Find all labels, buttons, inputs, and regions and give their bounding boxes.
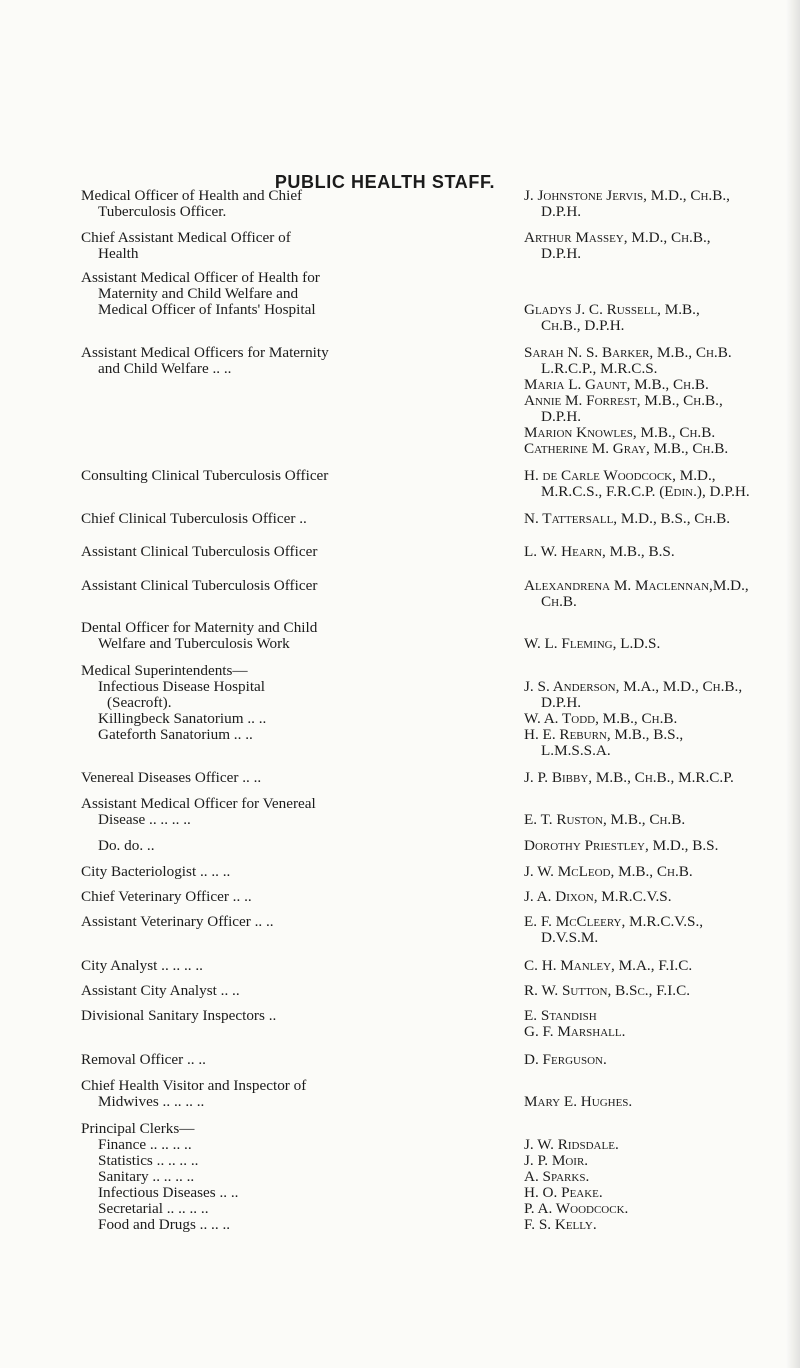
role-line: Infectious Disease Hospital	[98, 678, 266, 695]
person-line: D.P.H.	[541, 245, 582, 262]
person-line: R. W. Sutton, B.Sc., F.I.C.	[524, 982, 691, 999]
person-line: Maria L. Gaunt, M.B., Ch.B.	[524, 376, 709, 393]
role-line: Chief Veterinary Officer .. ..	[81, 888, 252, 905]
person-line: D.P.H.	[541, 408, 582, 425]
person-line: D. Ferguson.	[524, 1051, 607, 1068]
role-line: Divisional Sanitary Inspectors ..	[81, 1007, 277, 1024]
person-line: H. O. Peake.	[524, 1184, 603, 1201]
role-line: Secretarial .. .. .. ..	[98, 1200, 209, 1217]
person-line: G. F. Marshall.	[524, 1023, 626, 1040]
person-line: A. Sparks.	[524, 1168, 590, 1185]
person-line: Catherine M. Gray, M.B., Ch.B.	[524, 440, 729, 457]
person-line: H. E. Reburn, M.B., B.S.,	[524, 726, 684, 743]
page-title: PUBLIC HEALTH STAFF.	[274, 172, 496, 192]
role-line: Venereal Diseases Officer .. ..	[81, 769, 262, 786]
person-line: Marion Knowles, M.B., Ch.B.	[524, 424, 716, 441]
person-line: J. A. Dixon, M.R.C.V.S.	[524, 888, 672, 905]
person-line: H. de Carle Woodcock, M.D.,	[524, 467, 716, 484]
role-line: Chief Assistant Medical Officer of	[81, 229, 291, 246]
person-line: Alexandrena M. Maclennan,M.D.,	[524, 577, 749, 594]
role-line: Tuberculosis Officer.	[98, 203, 227, 220]
role-line: Assistant Clinical Tuberculosis Officer	[81, 577, 318, 594]
role-line: Infectious Diseases .. ..	[98, 1184, 239, 1201]
person-line: E. T. Ruston, M.B., Ch.B.	[524, 811, 686, 828]
person-line: Ch.B., D.P.H.	[541, 317, 625, 334]
person-line: L. W. Hearn, M.B., B.S.	[524, 543, 675, 560]
person-line: N. Tattersall, M.D., B.S., Ch.B.	[524, 510, 731, 527]
person-line: D.V.S.M.	[541, 929, 599, 946]
role-line: City Bacteriologist .. .. ..	[81, 863, 231, 880]
person-line: E. Standish	[524, 1007, 597, 1024]
role-line: Principal Clerks—	[81, 1120, 195, 1137]
role-line: Assistant Veterinary Officer .. ..	[81, 913, 274, 930]
role-line: Medical Officer of Infants' Hospital	[98, 301, 316, 318]
person-line: L.M.S.S.A.	[541, 742, 611, 759]
person-line: J. W. McLeod, M.B., Ch.B.	[524, 863, 693, 880]
role-line: Assistant Medical Officer of Health for	[81, 269, 320, 286]
person-line: J. W. Ridsdale.	[524, 1136, 619, 1153]
person-line: W. L. Fleming, L.D.S.	[524, 635, 661, 652]
person-line: Arthur Massey, M.D., Ch.B.,	[524, 229, 711, 246]
role-line: Dental Officer for Maternity and Child	[81, 619, 318, 636]
person-line: J. P. Bibby, M.B., Ch.B., M.R.C.P.	[524, 769, 734, 786]
role-line: Assistant Medical Officer for Venereal	[81, 795, 316, 812]
role-line: Assistant Medical Officers for Maternity	[81, 344, 329, 361]
person-line: J. P. Moir.	[524, 1152, 589, 1169]
role-line: Medical Officer of Health and Chief	[81, 187, 303, 204]
role-line: Do. do. ..	[98, 837, 155, 854]
person-line: J. Johnstone Jervis, M.D., Ch.B.,	[524, 187, 730, 204]
role-line: Medical Superintendents—	[81, 662, 248, 679]
person-line: Gladys J. C. Russell, M.B.,	[524, 301, 700, 318]
person-line: D.P.H.	[541, 203, 582, 220]
role-line: and Child Welfare .. ..	[98, 360, 232, 377]
role-line: Assistant Clinical Tuberculosis Officer	[81, 543, 318, 560]
role-line: Sanitary .. .. .. ..	[98, 1168, 195, 1185]
role-line: Chief Clinical Tuberculosis Officer ..	[81, 510, 307, 527]
role-line: (Seacroft).	[107, 694, 172, 711]
person-line: Sarah N. S. Barker, M.B., Ch.B.	[524, 344, 732, 361]
person-line: P. A. Woodcock.	[524, 1200, 629, 1217]
person-line: Annie M. Forrest, M.B., Ch.B.,	[524, 392, 723, 409]
role-line: Midwives .. .. .. ..	[98, 1093, 205, 1110]
role-line: Disease .. .. .. ..	[98, 811, 191, 828]
person-line: Dorothy Priestley, M.D., B.S.	[524, 837, 719, 854]
role-line: Maternity and Child Welfare and	[98, 285, 299, 302]
role-line: Killingbeck Sanatorium .. ..	[98, 710, 267, 727]
person-line: L.R.C.P., M.R.C.S.	[541, 360, 658, 377]
person-line: Mary E. Hughes.	[524, 1093, 633, 1110]
person-line: C. H. Manley, M.A., F.I.C.	[524, 957, 693, 974]
person-line: E. F. McCleery, M.R.C.V.S.,	[524, 913, 704, 930]
role-line: Food and Drugs .. .. ..	[98, 1216, 231, 1233]
person-line: D.P.H.	[541, 694, 582, 711]
person-line: Ch.B.	[541, 593, 577, 610]
person-line: W. A. Todd, M.B., Ch.B.	[524, 710, 678, 727]
role-line: Finance .. .. .. ..	[98, 1136, 192, 1153]
person-line: J. S. Anderson, M.A., M.D., Ch.B.,	[524, 678, 743, 695]
role-line: Gateforth Sanatorium .. ..	[98, 726, 253, 743]
role-line: Statistics .. .. .. ..	[98, 1152, 199, 1169]
role-line: Chief Health Visitor and Inspector of	[81, 1077, 307, 1094]
role-line: Consulting Clinical Tuberculosis Officer	[81, 467, 329, 484]
role-line: Health	[98, 245, 139, 262]
person-line: F. S. Kelly.	[524, 1216, 597, 1233]
role-line: Assistant City Analyst .. ..	[81, 982, 240, 999]
person-line: M.R.C.S., F.R.C.P. (Edin.), D.P.H.	[541, 483, 750, 500]
role-line: Welfare and Tuberculosis Work	[98, 635, 290, 652]
role-line: City Analyst .. .. .. ..	[81, 957, 203, 974]
role-line: Removal Officer .. ..	[81, 1051, 206, 1068]
